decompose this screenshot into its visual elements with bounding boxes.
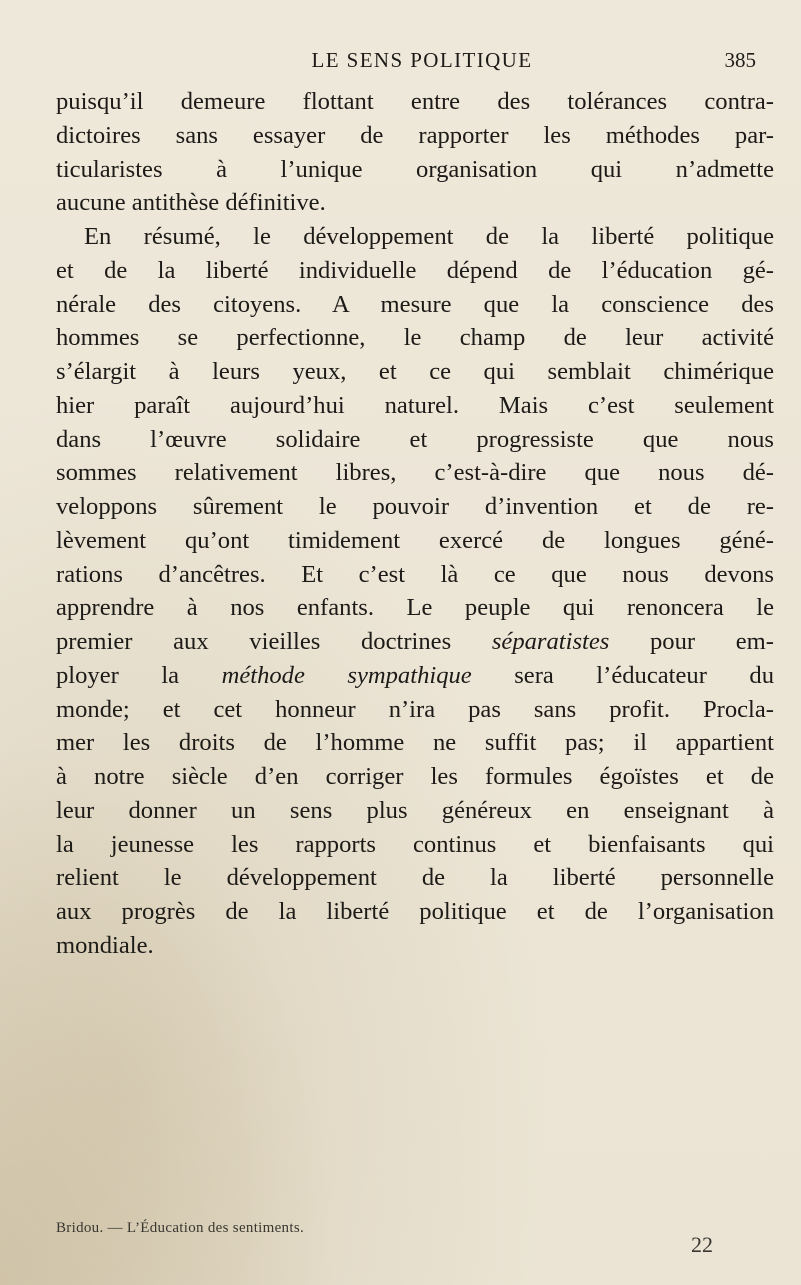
- italic-term: séparatistes: [491, 628, 610, 655]
- page-number: 385: [724, 48, 756, 72]
- text-line: s’élargit à leurs yeux, et ce qui semblait chimérique: [56, 358, 774, 385]
- text-line: leur donner un sens plus généreux en enseignant à: [56, 796, 774, 824]
- text-line: hier paraît aujourd’hui naturel. Mais c’est seulement: [56, 391, 774, 419]
- text-line: mer les droits de l’homme ne suffit pas; il appartient: [56, 729, 774, 757]
- text-segment: sera l’éducateur du: [471, 661, 774, 689]
- signature-mark: 22: [691, 1232, 713, 1257]
- text-line: relient le développement de la liberté personnelle: [56, 864, 774, 892]
- text-line: lèvement qu’ont timidement exercé de longues géné-: [56, 526, 774, 554]
- text-line: ticularistes à l’unique organisation qui n’admette: [56, 155, 774, 183]
- text-line: veloppons sûrement le pouvoir d’invention et de re-: [56, 493, 774, 520]
- text-segment: pour em-: [609, 628, 774, 655]
- text-line: dans l’œuvre solidaire et progressiste que nous: [56, 425, 774, 453]
- running-head: [50, 40, 770, 80]
- text-segment: premier aux vieilles doctrines: [56, 628, 492, 655]
- text-line: aucune antithèse définitive.: [56, 189, 326, 217]
- text-line: sommes relativement libres, c’est-à-dire que nous dé-: [56, 459, 774, 487]
- footer-credit: Bridou. — L’Éducation des sentiments.: [56, 1220, 305, 1236]
- text-line: rations d’ancêtres. Et c’est là ce que nous devons: [56, 560, 774, 588]
- text-line: [56, 625, 774, 659]
- text-line: aux progrès de la liberté politique et de l’organisation: [56, 898, 774, 925]
- text-line: mondiale.: [56, 931, 154, 959]
- text-line: puisqu’il demeure flottant entre des tolérances contra-: [56, 88, 774, 115]
- text-line: hommes se perfectionne, le champ de leur activité: [56, 324, 774, 352]
- body-text: [56, 85, 774, 963]
- text-line: la jeunesse les rapports continus et bienfaisants qui: [56, 830, 774, 858]
- italic-term: méthode sympathique: [221, 661, 472, 689]
- text-line: nérale des citoyens. A mesure que la conscience des: [56, 290, 774, 318]
- text-line: [56, 659, 774, 693]
- text-line: apprendre à nos enfants. Le peuple qui renoncera le: [56, 594, 774, 622]
- text-segment: ployer la: [56, 661, 222, 689]
- running-title: LE SENS POLITIQUE: [311, 48, 533, 72]
- text-line: et de la liberté individuelle dépend de l’éducation gé-: [56, 256, 774, 284]
- text-line: monde; et cet honneur n’ira pas sans profit. Procla-: [56, 695, 774, 723]
- text-line: à notre siècle d’en corriger les formules égoïstes et de: [56, 763, 774, 790]
- text-line: dictoires sans essayer de rapporter les méthodes par-: [56, 121, 774, 149]
- paragraph-start-line: En résumé, le développement de la liberté politique: [84, 223, 774, 250]
- page-footer: [56, 1220, 756, 1260]
